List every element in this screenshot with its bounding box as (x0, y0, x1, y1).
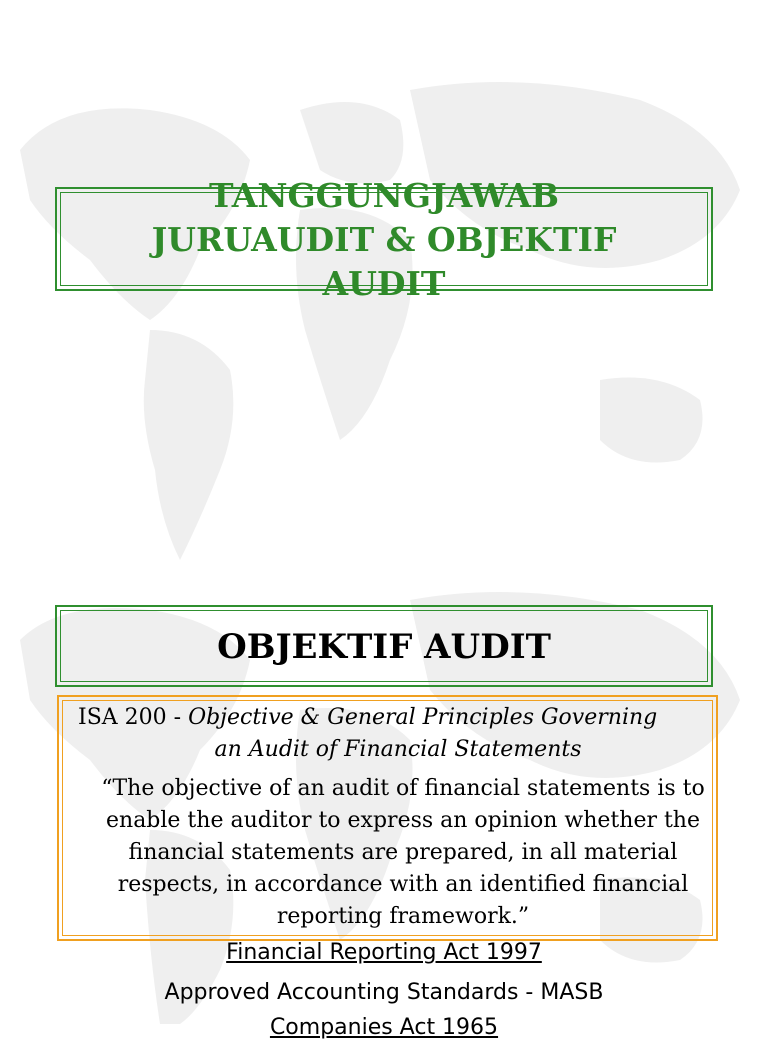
slide-heading: OBJEKTIF AUDIT (217, 627, 551, 667)
isa-reference (78, 702, 708, 734)
companies-act-line: Companies Act 1965 (269, 1015, 499, 1040)
isa-prefix: ISA 200 - (78, 705, 189, 730)
isa-title-line-1: Objective & General Principles Governing (188, 705, 658, 730)
frs-act-line: Financial Reporting Act 1997 (226, 940, 542, 965)
approved-standards-line: Approved Accounting Standards - MASB (164, 980, 604, 1005)
slide-title: TANGGUNGJAWAB JURUAUDIT & OBJEKTIF AUDIT (151, 176, 617, 303)
isa-title-line-2: an Audit of Financial Statements (214, 737, 582, 762)
objective-quote: “The objective of an audit of financial statements is to enable the auditor to express an opinion whether the financial statements are prepared, in all material respects, in accordance with an identified financial reporting framework.” (101, 776, 705, 929)
